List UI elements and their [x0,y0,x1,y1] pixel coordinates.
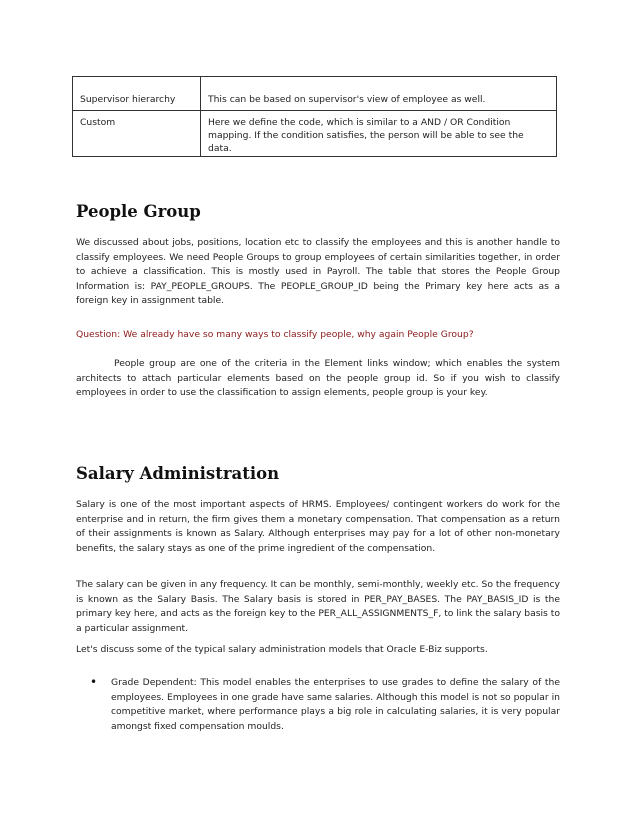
definitions-table [72,76,557,157]
bullet-icon: • [90,675,98,689]
table-cell-description: Here we define the code, which is similar to a AND / OR Condition mapping. If the condition satisfies, the person will be able to see the data. [201,111,557,157]
table-cell-term: Supervisor hierarchy [73,77,201,111]
table-row [73,77,557,111]
salary-models-list [76,676,560,734]
salary-paragraph-2: The salary can be given in any frequency. It can be monthly, semi-monthly, weekly etc. So the frequency is known as the Salary Basis. The Salary basis is stored in PER_PAY_BASES. The PAY_BASIS_ID is the primary key here, and acts as the foreign key to the PER_ALL_ASSIGNMENTS_F, to link the salary basis to a particular assignment. [76,579,560,634]
question-text: Question: We already have so many ways to classify people, why again People Group? [76,329,474,340]
people-group-heading: People Group [76,202,201,221]
table-cell-description: This can be based on supervisor's view of employee as well. [201,77,557,111]
table-cell-term: Custom [73,111,201,157]
list-item [76,676,560,734]
list-item-text: Grade Dependent: This model enables the enterprises to use grades to define the salary of the employees. Employees in one grade have same salaries. Although this model is not so popular in competitive market, where performance plays a big role in calculating salaries, it is very popular amongst fixed compensation moulds. [111,677,560,732]
salary-paragraph-1: Salary is one of the most important aspects of HRMS. Employees/ contingent workers do work for the enterprise and in return, the firm gives them a monetary compensation. That compensation as a return of their assignments is known as Salary. Although enterprises may pay for a lot of other non-monetary benefits, the salary stays as one of the prime ingredient of the compensation. [76,499,560,554]
people-group-paragraph: We discussed about jobs, positions, location etc to classify the employees and this is another handle to classify employees. We need People Groups to group employees of certain similarities together, in order to achieve a classification. This is mostly used in Payroll. The table that stores the People Group Information is: PAY_PEOPLE_GROUPS. The PEOPLE_GROUP_ID being the Primary key here acts as a foreign key in assignment table. [76,237,560,306]
salary-administration-heading: Salary Administration [76,464,280,483]
answer-paragraph: People group are one of the criteria in the Element links window; which enables the system architects to attach particular elements based on the people group id. So if you wish to classify employees in order to use the classification to assign elements, people group is your key. [76,358,560,398]
table-row [73,111,557,157]
salary-models-intro: Let's discuss some of the typical salary administration models that Oracle E-Biz supports. [76,644,488,655]
